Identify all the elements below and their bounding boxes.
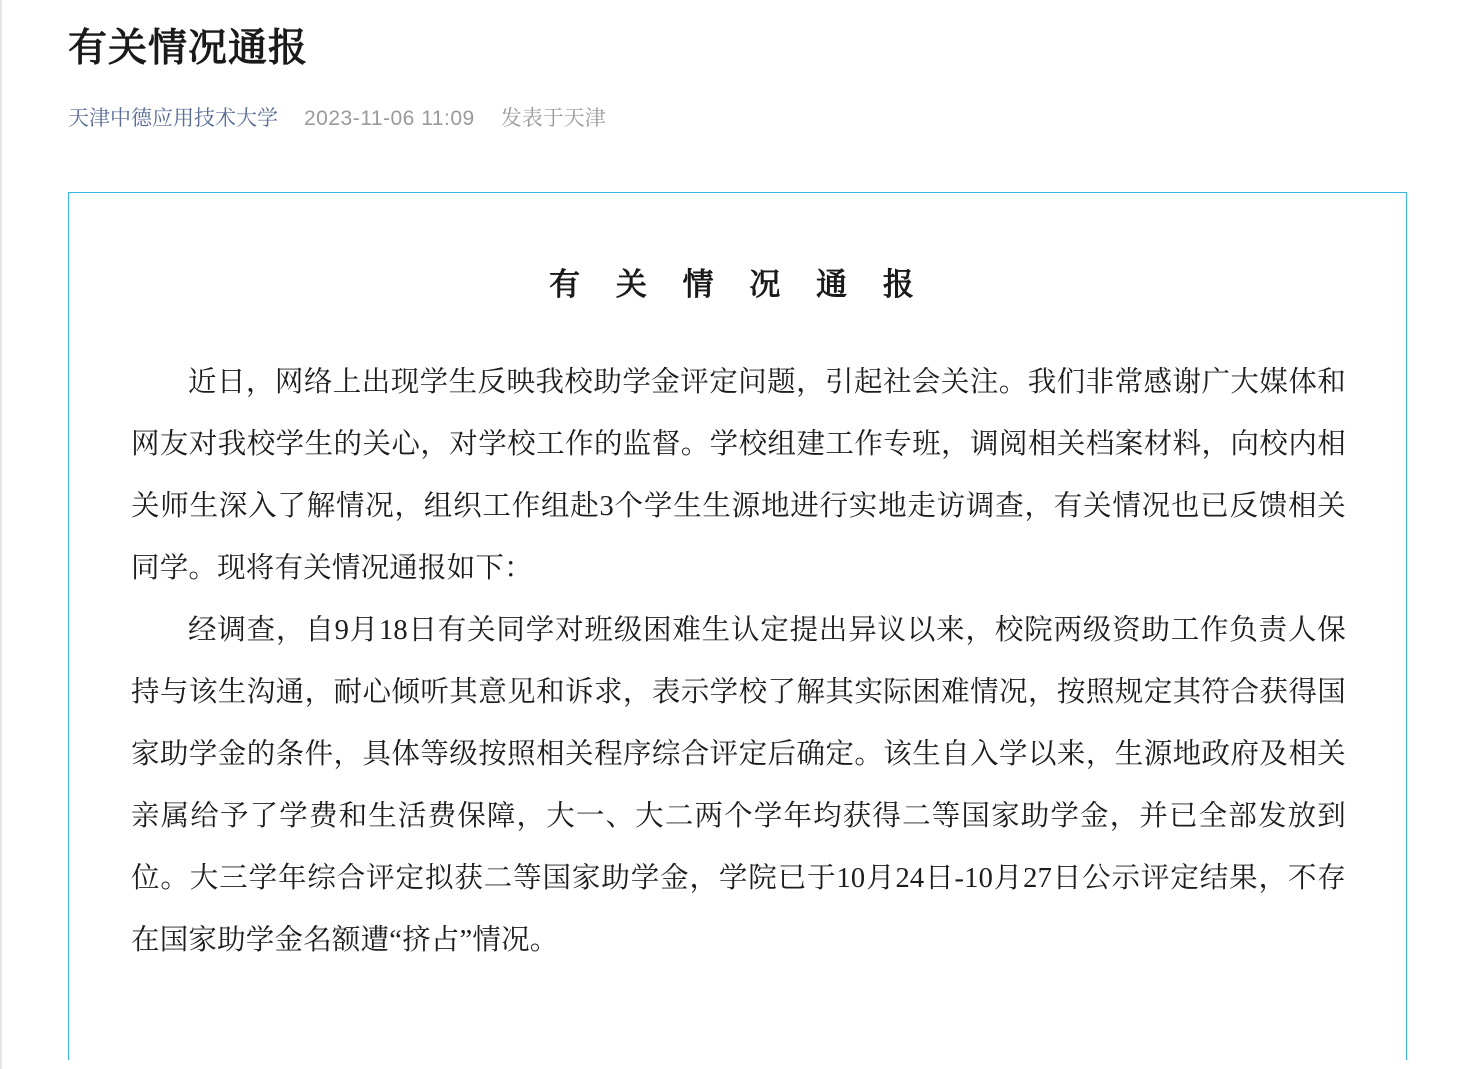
notice-document-card xyxy=(68,192,1407,1060)
publish-timestamp: 2023-11-06 11:09 xyxy=(304,107,475,130)
document-paragraph: 经调查，自9月18日有关同学对班级困难生认定提出异议以来，校院两级资助工作负责人保持与该生沟通，耐心倾听其意见和诉求，表示学校了解其实际困难情况，按照规定其符合获得国家助学金的条件，具体等级按照相关程序综合评定后确定。该生自入学以来，生源地政府及相关亲属给予了学费和生活费保障，大一、大二两个学年均获得二等国家助学金，并已全部发放到位。大三学年综合评定拟获二等国家助学金，学院已于10月24日-10月27日公示评定结果，不存在国家助学金名额遭“挤占”情况。 xyxy=(131,615,1346,956)
document-heading: 有 关 情 况 通 报 xyxy=(549,267,928,302)
article-content xyxy=(68,0,1407,1060)
publish-location: 发表于天津 xyxy=(500,107,606,130)
page-left-divider xyxy=(0,0,2,1069)
publisher-account-link[interactable]: 天津中德应用技术大学 xyxy=(68,107,278,130)
document-paragraph: 近日，网络上出现学生反映我校助学金评定问题，引起社会关注。我们非常感谢广大媒体和网友对我校学生的关心，对学校工作的监督。学校组建工作专班，调阅相关档案材料，向校内相关师生深入了解情况，组织工作组赴3个学生生源地进行实地走访调查，有关情况也已反馈相关同学。现将有关情况通报如下： xyxy=(131,367,1346,584)
page-title: 有关情况通报 xyxy=(68,27,309,70)
article-meta xyxy=(68,104,1407,134)
document-body xyxy=(131,352,1346,972)
